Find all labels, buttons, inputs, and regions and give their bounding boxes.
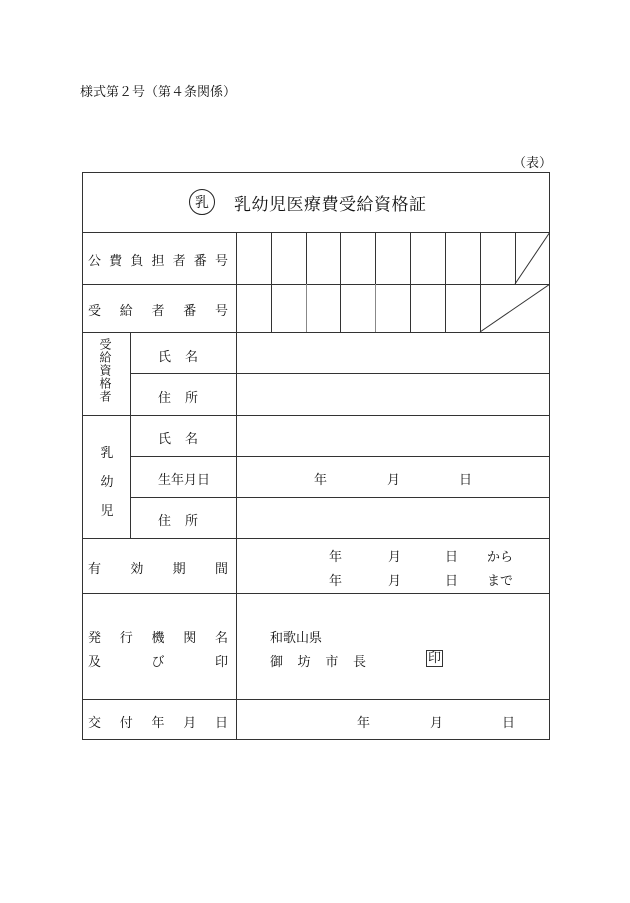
issuer-label-line2: [88, 651, 228, 670]
label-char: 受: [88, 304, 102, 319]
label-char: 機: [151, 631, 165, 646]
birthdate-year-unit: 年: [314, 473, 328, 488]
issuer-prefecture: 和歌山県: [270, 631, 323, 646]
label-char: び: [151, 655, 165, 670]
label-char: 号: [214, 304, 228, 319]
label-char: 者: [151, 304, 165, 319]
certificate-table: [82, 172, 550, 740]
label-char: 日: [214, 716, 228, 731]
label-char: 住: [158, 514, 172, 529]
label-char: 給: [119, 304, 133, 319]
issuer-label-line1: [88, 627, 228, 646]
label-char: 坊: [297, 655, 311, 670]
label-char: 間: [214, 562, 228, 577]
form-number: 様式第２号（第４条関係）: [80, 85, 237, 100]
label-char: 御: [270, 655, 284, 670]
label-char: 負: [130, 254, 144, 269]
label-char: 市: [325, 655, 339, 670]
label-char: 関: [183, 631, 197, 646]
certificate-title: 乳幼児医療費受給資格証: [234, 195, 427, 215]
valid-from-month: 月: [388, 550, 402, 565]
issue-month-unit: 月: [430, 716, 444, 731]
seal-char: 乳: [195, 195, 209, 211]
issue-year-unit: 年: [357, 716, 371, 731]
label-char: 所: [184, 391, 198, 406]
nyu-seal-icon: [189, 189, 215, 215]
label-char: 幼: [100, 475, 114, 490]
valid-to-year: 年: [329, 574, 343, 589]
recipient-number-label: [88, 300, 228, 319]
label-char: 公: [88, 254, 102, 269]
label-char: 番: [183, 304, 197, 319]
label-char: 氏: [158, 432, 172, 447]
issuer-mayor: [270, 651, 366, 670]
public-payer-number-label: [88, 250, 228, 269]
label-char: 長: [352, 655, 366, 670]
eligible-person-group-label: 受給資格者: [98, 338, 112, 403]
label-char: 担: [151, 254, 165, 269]
valid-from-day: 日: [445, 550, 459, 565]
label-char: 所: [184, 514, 198, 529]
issue-day-unit: 日: [502, 716, 516, 731]
infant-address-label: [158, 510, 198, 529]
official-stamp: 印: [428, 651, 442, 666]
label-char: 年: [151, 716, 165, 731]
label-char: 有: [88, 562, 102, 577]
label-char: 者: [172, 254, 186, 269]
label-char: 児: [100, 504, 114, 519]
infant-group-label: [100, 442, 114, 519]
valid-from-suffix: から: [487, 550, 514, 565]
label-char: 印: [214, 655, 228, 670]
label-char: 行: [119, 631, 133, 646]
infant-name-label: [158, 428, 198, 447]
infant-birthdate-label: 生年月日: [158, 473, 211, 488]
label-char: 乳: [100, 446, 114, 461]
eligible-address-label: [158, 387, 198, 406]
label-char: 名: [214, 631, 228, 646]
valid-to-day: 日: [445, 574, 459, 589]
eligible-name-label: [158, 346, 198, 365]
label-char: 名: [184, 432, 198, 447]
label-char: 号: [214, 254, 228, 269]
side-label: （表）: [513, 156, 553, 171]
label-char: 住: [158, 391, 172, 406]
birthdate-month-unit: 月: [387, 473, 401, 488]
issue-date-label: [88, 712, 228, 731]
valid-to-month: 月: [388, 574, 402, 589]
birthdate-day-unit: 日: [459, 473, 473, 488]
label-char: 付: [119, 716, 133, 731]
label-char: 番: [193, 254, 207, 269]
label-char: 交: [88, 716, 102, 731]
valid-to-suffix: まで: [487, 574, 514, 589]
label-char: 発: [88, 631, 102, 646]
label-char: 期: [172, 562, 186, 577]
label-char: 費: [109, 254, 123, 269]
valid-period-label: [88, 558, 228, 577]
label-char: 及: [88, 655, 102, 670]
label-char: 月: [183, 716, 197, 731]
label-char: 効: [130, 562, 144, 577]
valid-from-year: 年: [329, 550, 343, 565]
label-char: 氏: [158, 350, 172, 365]
label-char: 名: [184, 350, 198, 365]
